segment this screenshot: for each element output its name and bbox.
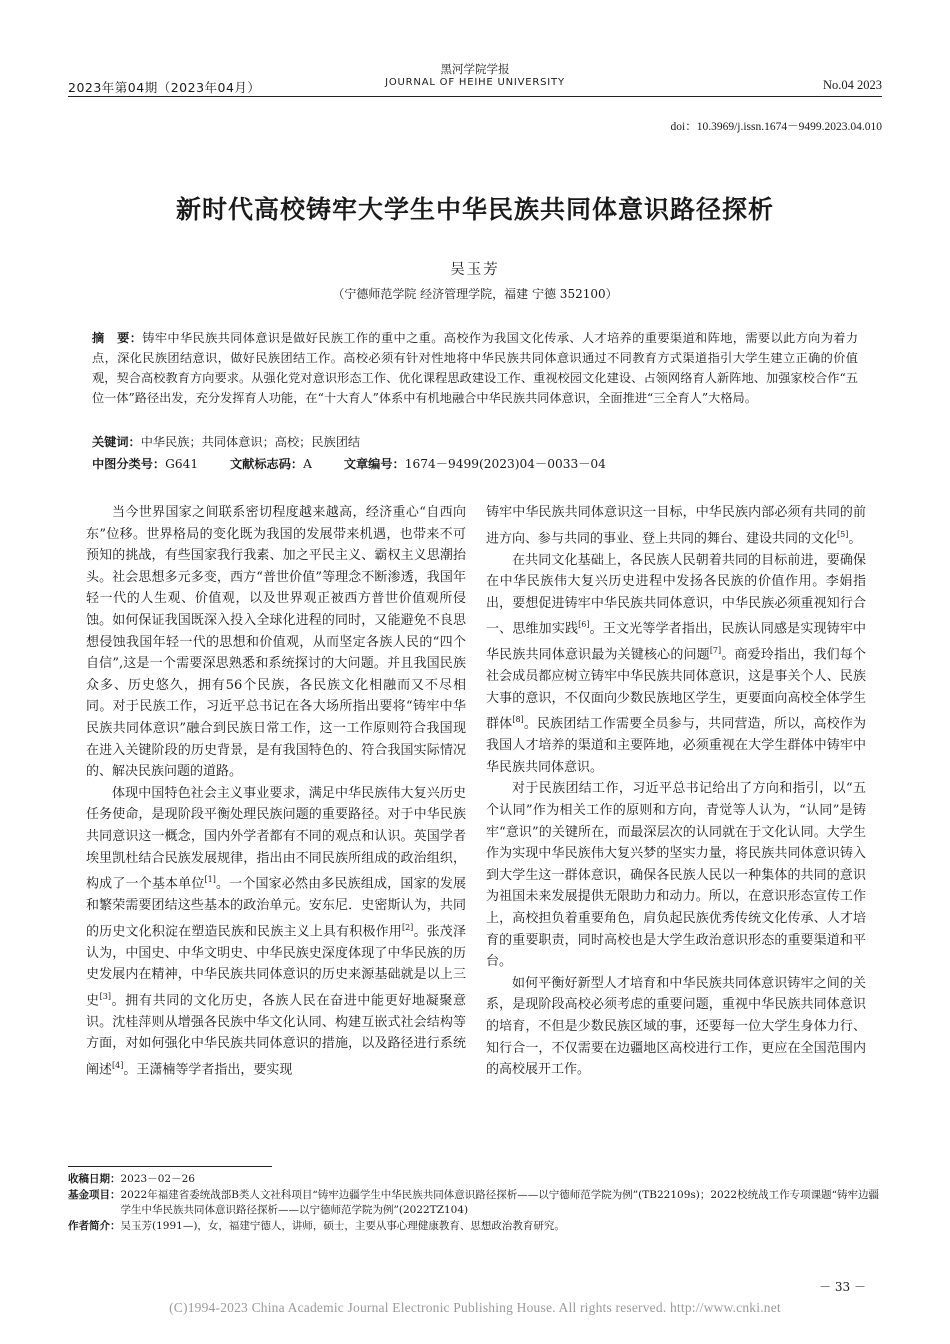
author-bio-value: 吴玉芳(1991—)，女，福建宁德人，讲师，硕士，主要从事心理健康教育、思想政治教育研究。 xyxy=(120,1219,565,1232)
keywords xyxy=(92,432,360,452)
journal-name-cn: 黑河学院学报 xyxy=(440,62,510,76)
paragraph: 铸牢中华民族共同体意识这一目标，中华民族内部必须有共同的前进方向、参与共同的事业、登上共同的舞台、建设共同的文化[5]。 xyxy=(486,505,866,546)
fund-value: 2022年福建省委统战部B类人文社科项目“铸牢边疆学生中华民族共同体意识路径探析——以宁德师范学院为例”(TB22109s)；2022校统战工作专项课题“铸牢边疆学生中华民族共同体意识路径探析——以宁德师范学院为例”(2022TZ104) xyxy=(120,1188,879,1216)
paragraph: 如何平衡好新型人才培育和中华民族共同体意识铸牢之间的关系，是现阶段高校必须考虑的重要问题，重视中华民族共同体意识的培育，不但是少数民族区域的事，还要每一位大学生身体力行、知行合一，不仅需要在边疆地区高校进行工作，更应在全国范围内的高校展开工作。 xyxy=(486,975,866,1078)
body-right-column xyxy=(486,502,866,1081)
footnotes xyxy=(68,1172,882,1234)
body-left-column xyxy=(86,502,466,1081)
received-value: 2023－02－26 xyxy=(120,1173,195,1185)
clc-label: 中图分类号： xyxy=(92,457,166,471)
keywords-label: 关键词： xyxy=(92,435,141,449)
paragraph: 对于民族团结工作，习近平总书记给出了方向和指引，以“五个认同”作为相关工作的原则和方向，青觉等人认为，“认同”是铸牢“意识”的关键所在，而最深层次的认同就在于文化认同。大学生作为实现中华民族伟大复兴梦的坚实力量，将民族共同体意识铸入到大学生这一群体意识，确保各民族人民以一种集体的共同的意识为祖国未来发展提供无限助力和动力。所以，在意识形态宣传工作上，高校担负着重要角色，肩负起民族优秀传统文化传承、人才培育的重要职责，同时高校也是大学生政治意识形态的重要渠道和平台。 xyxy=(486,781,866,970)
running-header xyxy=(68,58,882,98)
paragraph: 体现中国特色社会主义事业要求，满足中华民族伟大复兴历史任务使命，是现阶段平衡处理民族问题的重要路径。对于中华民族共同意识这一概念，国内外学者都有不同的观点和认识。英国学者埃里凯杜结合民族发展规律，指出由不同民族所组成的政治组织，构成了一个基本单位[1]。一个国家必然由多民族组成，国家的发展和繁荣需要团结这些基本的政治单元。安东尼．史密斯认为，共同的历史文化积淀在塑造民族和民族主义上具有积极作用[2]。张茂泽认为，中国史、中华文明史、中华民族史深度体现了中华民族的历史发展内在精神，中华民族共同体意识的历史来源基础就是以上三史[3]。拥有共同的文化历史，各族人民在奋进中能更好地凝聚意识。沈桂萍则从增强各民族中华文化认同、构建互嵌式社会结构等方面，对如何强化中华民族共同体意识的措施，以及路径进行系统阐述[4]。王潇楠等学者指出，要实现 xyxy=(86,785,466,1078)
header-rule xyxy=(68,96,882,97)
author-bio-label: 作者简介： xyxy=(68,1219,121,1232)
footnote-rule xyxy=(68,1166,272,1167)
article-no-value: 1674－9499(2023)04－0033－04 xyxy=(404,457,606,471)
classification-line xyxy=(92,454,858,474)
abstract-text: 铸牢中华民族共同体意识是做好民族工作的重中之重。高校作为我国文化传承、人才培养的重要渠道和阵地，需要以此方向为着力点，深化民族团结意识，做好民族团结工作。高校必须有针对性地将中华民族共同体意识通过不同教育方式渠道指引大学生建立正确的价值观，契合高校教育方向要求。从强化党对意识形态工作、优化课程思政建设工作、重视校园文化建设、占领网络育人新阵地、加强家校合作“五位一体”路径出发，充分发挥育人功能，在“十大育人”体系中有机地融合中华民族共同体意识，全面推进“三全育人”大格局。 xyxy=(92,331,859,405)
abstract xyxy=(92,328,858,408)
author-affiliation: （宁德师范学院 经济管理学院，福建 宁德 352100） xyxy=(332,287,618,301)
article-title: 新时代高校铸牢大学生中华民族共同体意识路径探析 xyxy=(175,195,774,224)
copyright-watermark: (C)1994-2023 China Academic Journal Electronic Publishing House. All rights reserved. http://www.cnki.net xyxy=(169,1300,781,1315)
author-name: 吴玉芳 xyxy=(450,262,500,278)
journal-name-en: JOURNAL OF HEIHE UNIVERSITY xyxy=(385,77,565,88)
clc-value: G641 xyxy=(165,457,199,471)
issue-date: 2023年第04期（2023年04月） xyxy=(68,80,261,95)
author-bio xyxy=(68,1219,882,1235)
issue-number: No.04 2023 xyxy=(822,78,882,92)
fund-label: 基金项目： xyxy=(68,1188,121,1201)
received-date xyxy=(68,1172,882,1188)
journal-name xyxy=(68,62,882,90)
page-number: － 33 － xyxy=(819,1280,866,1294)
paragraph: 在共同文化基础上，各民族人民朝着共同的目标前进，要确保在中华民族伟大复兴历史进程中发扬各民族的价值作用。李娟指出，要想促进铸牢中华民族共同体意识，中华民族必须重视知行合一、思维加实践[6]。王文光等学者指出，民族认同感是实现铸牢中华民族共同体意识最为关键核心的问题[7]。商爱玲指出，我们每个社会成员都应树立铸牢中华民族共同体意识，这是事关个人、民族大事的意识，不仅面向少数民族地区学生，更要面向高校全体学生群体[8]。民族团结工作需要全员参与，共同营造，所以，高校作为我国人才培养的渠道和主要阵地，必须重视在大学生群体中铸牢中华民族共同体意识。 xyxy=(486,552,866,775)
doc-code-label: 文献标志码： xyxy=(230,457,304,471)
abstract-label: 摘 要： xyxy=(92,331,143,345)
received-label: 收稿日期： xyxy=(68,1173,121,1185)
doc-code-value: A xyxy=(303,457,312,471)
keywords-text: 中华民族；共同体意识；高校；民族团结 xyxy=(140,435,361,449)
article-no-label: 文章编号： xyxy=(343,457,405,471)
paragraph: 当今世界国家之间联系密切程度越来越高，经济重心“自西向东”位移。世界格局的变化既为我国的发展带来机遇，也带来不可预知的挑战，有些国家我行我素、加之平民主义、霸权主义思潮抬头。社会思想多元多变，西方“普世价值”等理念不断渗透，我国年轻一代的人生观、价值观，以及世界观正被西方普世价值观所侵蚀。如何保证我国既深入投入全球化进程的同时，又能避免不良思想侵蚀我国年轻一代的思想和价值观，从而坚定各族人民的“四个自信”,这是一个需要深思熟悉和系统探讨的大问题。并且我国民族众多、历史悠久，拥有56个民族，各民族文化相融而又不尽相同。对于民族工作，习近平总书记在各大场所指出要将“铸牢中华民族共同体意识”融合到民族日常工作，这一工作原则符合我国现在进入关键阶段的历史背景，是有我国特色的、符合我国实际情况的、解决民族问题的道路。 xyxy=(86,505,466,780)
doi[interactable]: doi：10.3969/j.issn.1674－9499.2023.04.010 xyxy=(670,121,882,133)
fund-info xyxy=(68,1188,882,1219)
